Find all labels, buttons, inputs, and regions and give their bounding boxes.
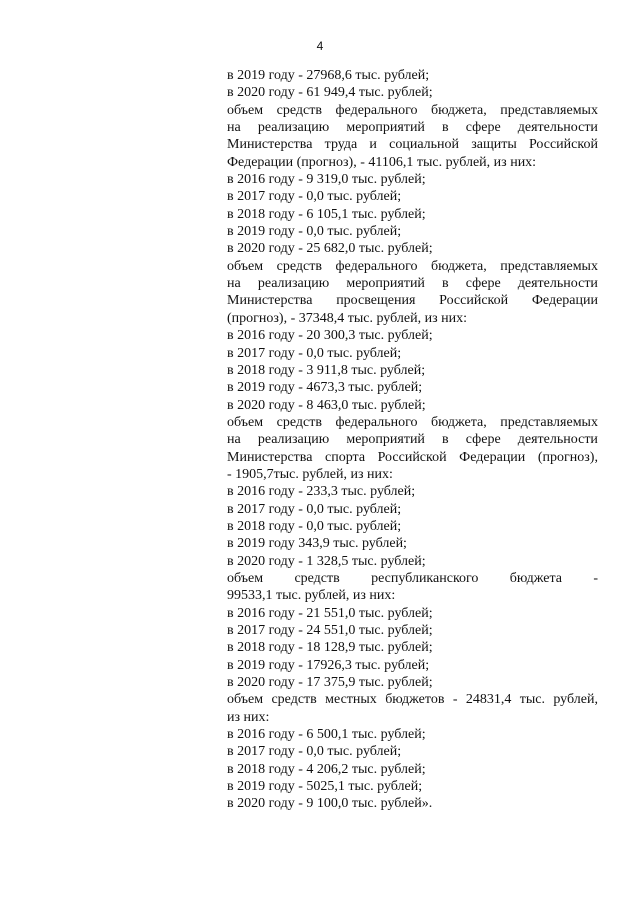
justified-text-line	[227, 292, 598, 309]
text-line: в 2018 году - 18 128,9 тыс. рублей;	[227, 640, 433, 656]
text-line: в 2020 году - 1 328,5 тыс. рублей;	[227, 553, 426, 569]
text-line: в 2017 году - 0,0 тыс. рублей;	[227, 501, 402, 517]
word: труда	[324, 137, 358, 153]
word: местных	[325, 692, 377, 708]
word: Министерства	[227, 293, 313, 309]
word: бюджета,	[431, 258, 487, 274]
page-number: 4	[316, 39, 324, 53]
word: реализацию	[257, 432, 330, 448]
word: сфере	[465, 432, 501, 448]
text-line: в 2016 году - 233,3 тыс. рублей;	[227, 484, 416, 500]
word: федерального	[335, 258, 418, 274]
text-line: в 2020 году - 8 463,0 тыс. рублей;	[227, 397, 426, 413]
word: средств	[276, 258, 322, 274]
justified-text-line	[227, 258, 598, 275]
text-line: в 2016 году - 9 319,0 тыс. рублей;	[227, 172, 426, 188]
word: представляемых	[500, 258, 598, 274]
text-line: в 2017 году - 0,0 тыс. рублей;	[227, 345, 402, 361]
word: -	[593, 570, 598, 586]
text-line: 99533,1 тыс. рублей, из них:	[227, 588, 396, 604]
word: на	[227, 120, 241, 136]
word: деятельности	[517, 276, 598, 292]
word: бюджета,	[431, 102, 487, 118]
text-line: в 2020 году - 61 949,4 тыс. рублей;	[227, 85, 433, 101]
word: деятельности	[517, 432, 598, 448]
text-line: в 2019 году 343,9 тыс. рублей;	[227, 536, 407, 552]
text-line: из них:	[227, 709, 270, 725]
justified-text-line	[227, 691, 598, 708]
justified-text-line	[227, 431, 598, 448]
word: в	[442, 276, 449, 292]
word: просвещения	[336, 293, 416, 309]
word: объем	[227, 414, 264, 430]
word: средств	[276, 102, 322, 118]
word: в	[442, 432, 449, 448]
word: представляемых	[500, 414, 598, 430]
word: рублей,	[553, 692, 598, 708]
word: федерального	[335, 414, 418, 430]
word: Российской	[528, 137, 598, 153]
text-line: в 2018 году - 4 206,2 тыс. рублей;	[227, 761, 426, 777]
word: бюджетов	[385, 692, 445, 708]
text-line: в 2020 году - 25 682,0 тыс. рублей;	[227, 241, 433, 257]
word: на	[227, 432, 241, 448]
text-line: в 2016 году - 6 500,1 тыс. рублей;	[227, 727, 426, 743]
word: реализацию	[257, 276, 330, 292]
text-line: - 1905,7тыс. рублей, из них:	[227, 466, 393, 482]
word: мероприятий	[346, 120, 425, 136]
word: Российской	[377, 449, 447, 465]
text-line: (прогноз), - 37348,4 тыс. рублей, из них:	[227, 310, 467, 326]
word: реализацию	[257, 120, 330, 136]
word: 24831,4	[465, 692, 512, 708]
word: объем	[227, 692, 264, 708]
word: Федерации	[459, 449, 526, 465]
text-line: в 2019 году - 27968,6 тыс. рублей;	[227, 68, 430, 83]
word: спорта	[325, 449, 366, 465]
justified-text-line	[227, 449, 598, 466]
word: мероприятий	[346, 432, 425, 448]
text-line: в 2018 году - 3 911,8 тыс. рублей;	[227, 362, 426, 378]
justified-text-line	[227, 119, 598, 136]
text-line: Федерации (прогноз), - 41106,1 тыс. рублей, из них:	[227, 154, 537, 170]
word: средств	[271, 692, 317, 708]
word: федерального	[335, 102, 418, 118]
justified-text-line	[227, 570, 598, 587]
text-line: в 2018 году - 0,0 тыс. рублей;	[227, 518, 402, 534]
word: социальной	[389, 137, 460, 153]
text-line: в 2019 году - 0,0 тыс. рублей;	[227, 224, 402, 240]
text-line: в 2017 году - 0,0 тыс. рублей;	[227, 189, 402, 205]
text-line: в 2017 году - 0,0 тыс. рублей;	[227, 744, 402, 760]
word: Министерства	[227, 449, 313, 465]
word: сфере	[465, 120, 501, 136]
word: -	[452, 692, 458, 708]
text-line: в 2016 году - 20 300,3 тыс. рублей;	[227, 328, 433, 344]
word: бюджета,	[431, 414, 487, 430]
word: сфере	[465, 276, 501, 292]
justified-text-line	[227, 414, 598, 431]
document-body	[227, 67, 598, 813]
word: представляемых	[500, 102, 598, 118]
text-line: в 2020 году - 9 100,0 тыс. рублей».	[227, 796, 433, 812]
word: деятельности	[517, 120, 598, 136]
word: и	[369, 137, 377, 153]
word: объем	[227, 102, 264, 118]
word: тыс.	[519, 692, 545, 708]
text-line: в 2020 году - 17 375,9 тыс. рублей;	[227, 675, 433, 691]
text-line: в 2019 году - 17926,3 тыс. рублей;	[227, 657, 430, 673]
justified-text-line	[227, 275, 598, 292]
word: в	[442, 120, 449, 136]
text-line: в 2016 году - 21 551,0 тыс. рублей;	[227, 605, 433, 621]
text-line: в 2019 году - 5025,1 тыс. рублей;	[227, 779, 423, 795]
justified-text-line	[227, 136, 598, 153]
word: защиты	[471, 137, 517, 153]
word: Российской	[439, 293, 509, 309]
text-line: в 2017 году - 24 551,0 тыс. рублей;	[227, 623, 433, 638]
word: средств	[276, 414, 322, 430]
word: средств	[294, 570, 340, 586]
word: Федерации	[531, 293, 598, 309]
word: на	[227, 276, 241, 292]
word: мероприятий	[346, 276, 425, 292]
text-line: в 2018 году - 6 105,1 тыс. рублей;	[227, 206, 426, 222]
text-line: в 2019 году - 4673,3 тыс. рублей;	[227, 380, 423, 396]
word: (прогноз),	[537, 449, 598, 465]
word: Министерства	[227, 137, 313, 153]
word: бюджета	[509, 570, 562, 586]
justified-text-line	[227, 102, 598, 119]
word: объем	[227, 570, 264, 586]
word: объем	[227, 258, 264, 274]
word: республиканского	[371, 570, 479, 586]
